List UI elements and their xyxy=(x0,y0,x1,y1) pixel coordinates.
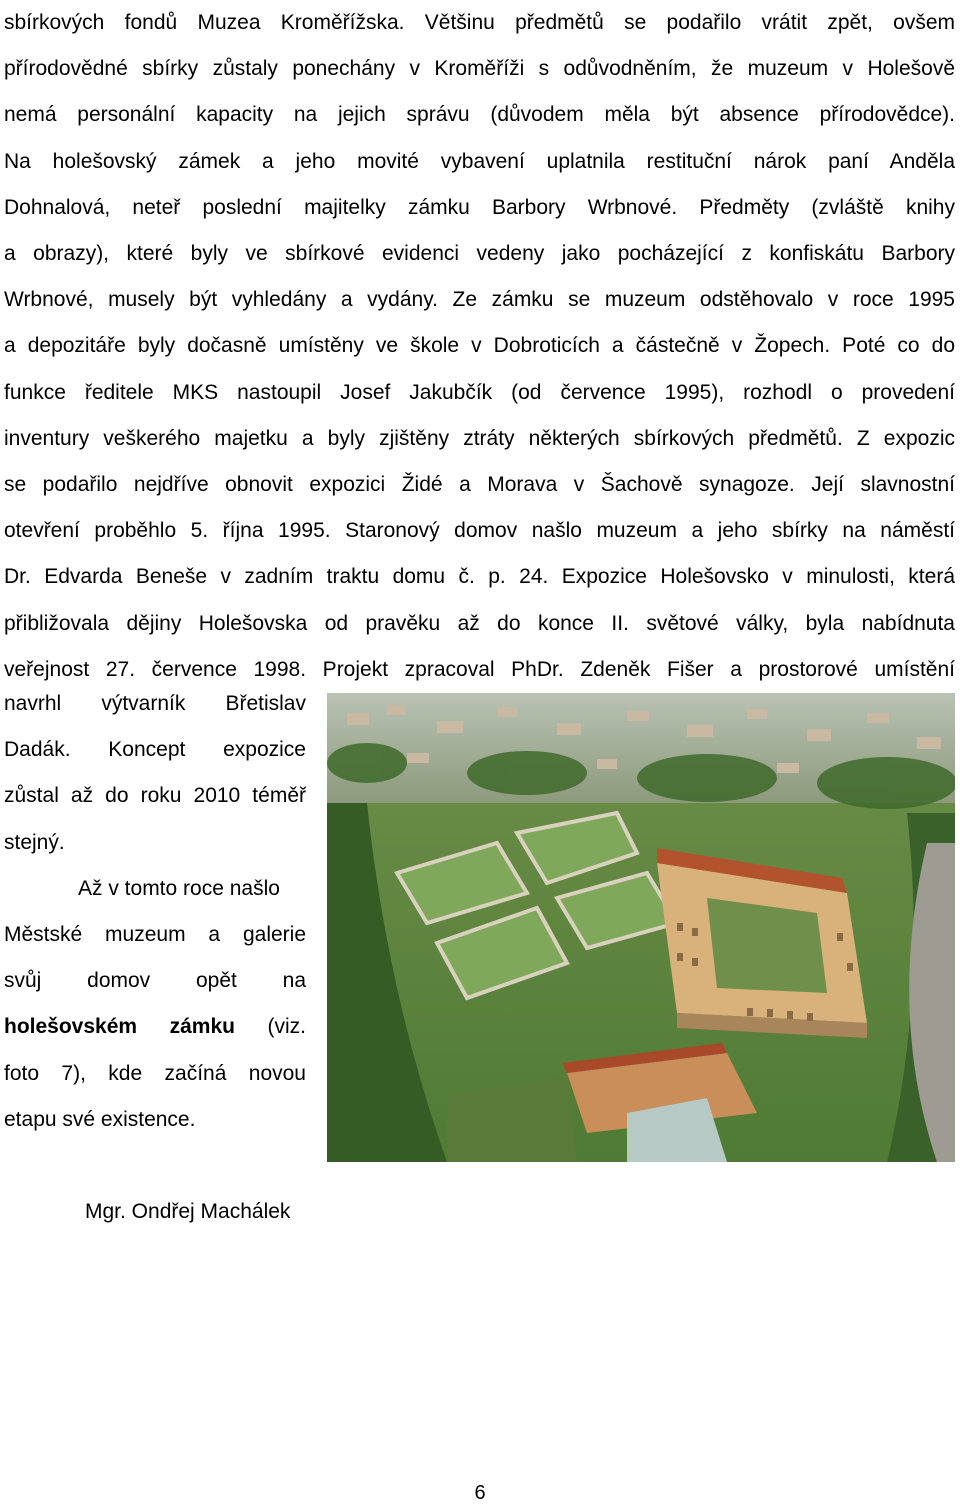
side-text-line-bold xyxy=(4,1004,306,1050)
text-line: a obrazy), které byly ve sbírkové evidenci vedeny jako pocházející z konfiskátu Barbory xyxy=(4,242,955,266)
article-paragraph xyxy=(4,0,955,693)
text-line: Na holešovský zámek a jeho movité vybavení uplatnila restituční nárok paní Anděla xyxy=(4,149,955,173)
text-line: inventury veškerého majetku a byly zjištěny ztráty některých sbírkových předmětů. Z expozic xyxy=(4,426,955,450)
side-text-line: zůstal až do roku 2010 téměř xyxy=(4,784,306,808)
side-text-line: svůj domov opět na xyxy=(4,969,306,993)
text-line: Wrbnové, musely být vyhledány a vydány. Ze zámku se muzeum odstěhovalo v roce 1995 xyxy=(4,288,955,312)
text-line: veřejnost 27. července 1998. Projekt zpracoval PhDr. Zdeněk Fišer a prostorové umístění xyxy=(4,657,955,681)
text-line: přírodovědné sbírky zůstaly ponechány v Kroměříži s odůvodněním, že muzeum v Holešově xyxy=(4,57,955,81)
text-line: Dr. Edvarda Beneše v zadním traktu domu č. p. 24. Expozice Holešovsko v minulosti, která xyxy=(4,565,955,589)
side-text-line: Dadák. Koncept expozice xyxy=(4,738,306,762)
side-text-line: foto 7), kde začíná novou xyxy=(4,1061,306,1085)
side-text-line: Městské muzeum a galerie xyxy=(4,923,306,947)
side-text-line: etapu své existence. xyxy=(4,1107,196,1131)
text-line: přibližovala dějiny Holešovska od pravěku až do konce II. světové války, byla nabídnuta xyxy=(4,611,955,635)
photo-illustration xyxy=(327,693,955,1162)
aerial-photo-castle xyxy=(327,693,955,1162)
text-line: nemá personální kapacity na jejich správu (důvodem měla být absence přírodovědce). xyxy=(4,103,955,127)
bold-text: holešovském zámku xyxy=(4,1015,235,1039)
text-line: otevření proběhlo 5. října 1995. Staronový domov našlo muzeum a jeho sbírky na náměstí xyxy=(4,519,955,543)
side-text-line: stejný. xyxy=(4,830,65,854)
author-signature: Mgr. Ondřej Machálek xyxy=(85,1200,291,1223)
text-line: funkce ředitele MKS nastoupil Josef Jakubčík (od července 1995), rozhodl o provedení xyxy=(4,380,955,404)
text-line: sbírkových fondů Muzea Kroměřížska. Většinu předmětů se podařilo vrátit zpět, ovšem xyxy=(4,11,955,34)
text-line: Dohnalová, neteř poslední majitelky zámku Barbory Wrbnové. Předměty (zvláště knihy xyxy=(4,195,955,219)
text-line: a depozitáře byly dočasně umístěny ve škole v Dobroticích a částečně v Žopech. Poté co do xyxy=(4,334,955,358)
side-text-line: Až v tomto roce našlo xyxy=(78,876,280,900)
side-text-column xyxy=(4,681,306,1143)
text-line: se podařilo nejdříve obnovit expozici Židé a Morava v Šachově synagoze. Její slavnostní xyxy=(4,473,955,497)
text-fragment: (viz. xyxy=(234,1015,306,1039)
side-text-line: navrhl výtvarník Břetislav xyxy=(4,692,306,715)
page-number: 6 xyxy=(474,1482,486,1504)
